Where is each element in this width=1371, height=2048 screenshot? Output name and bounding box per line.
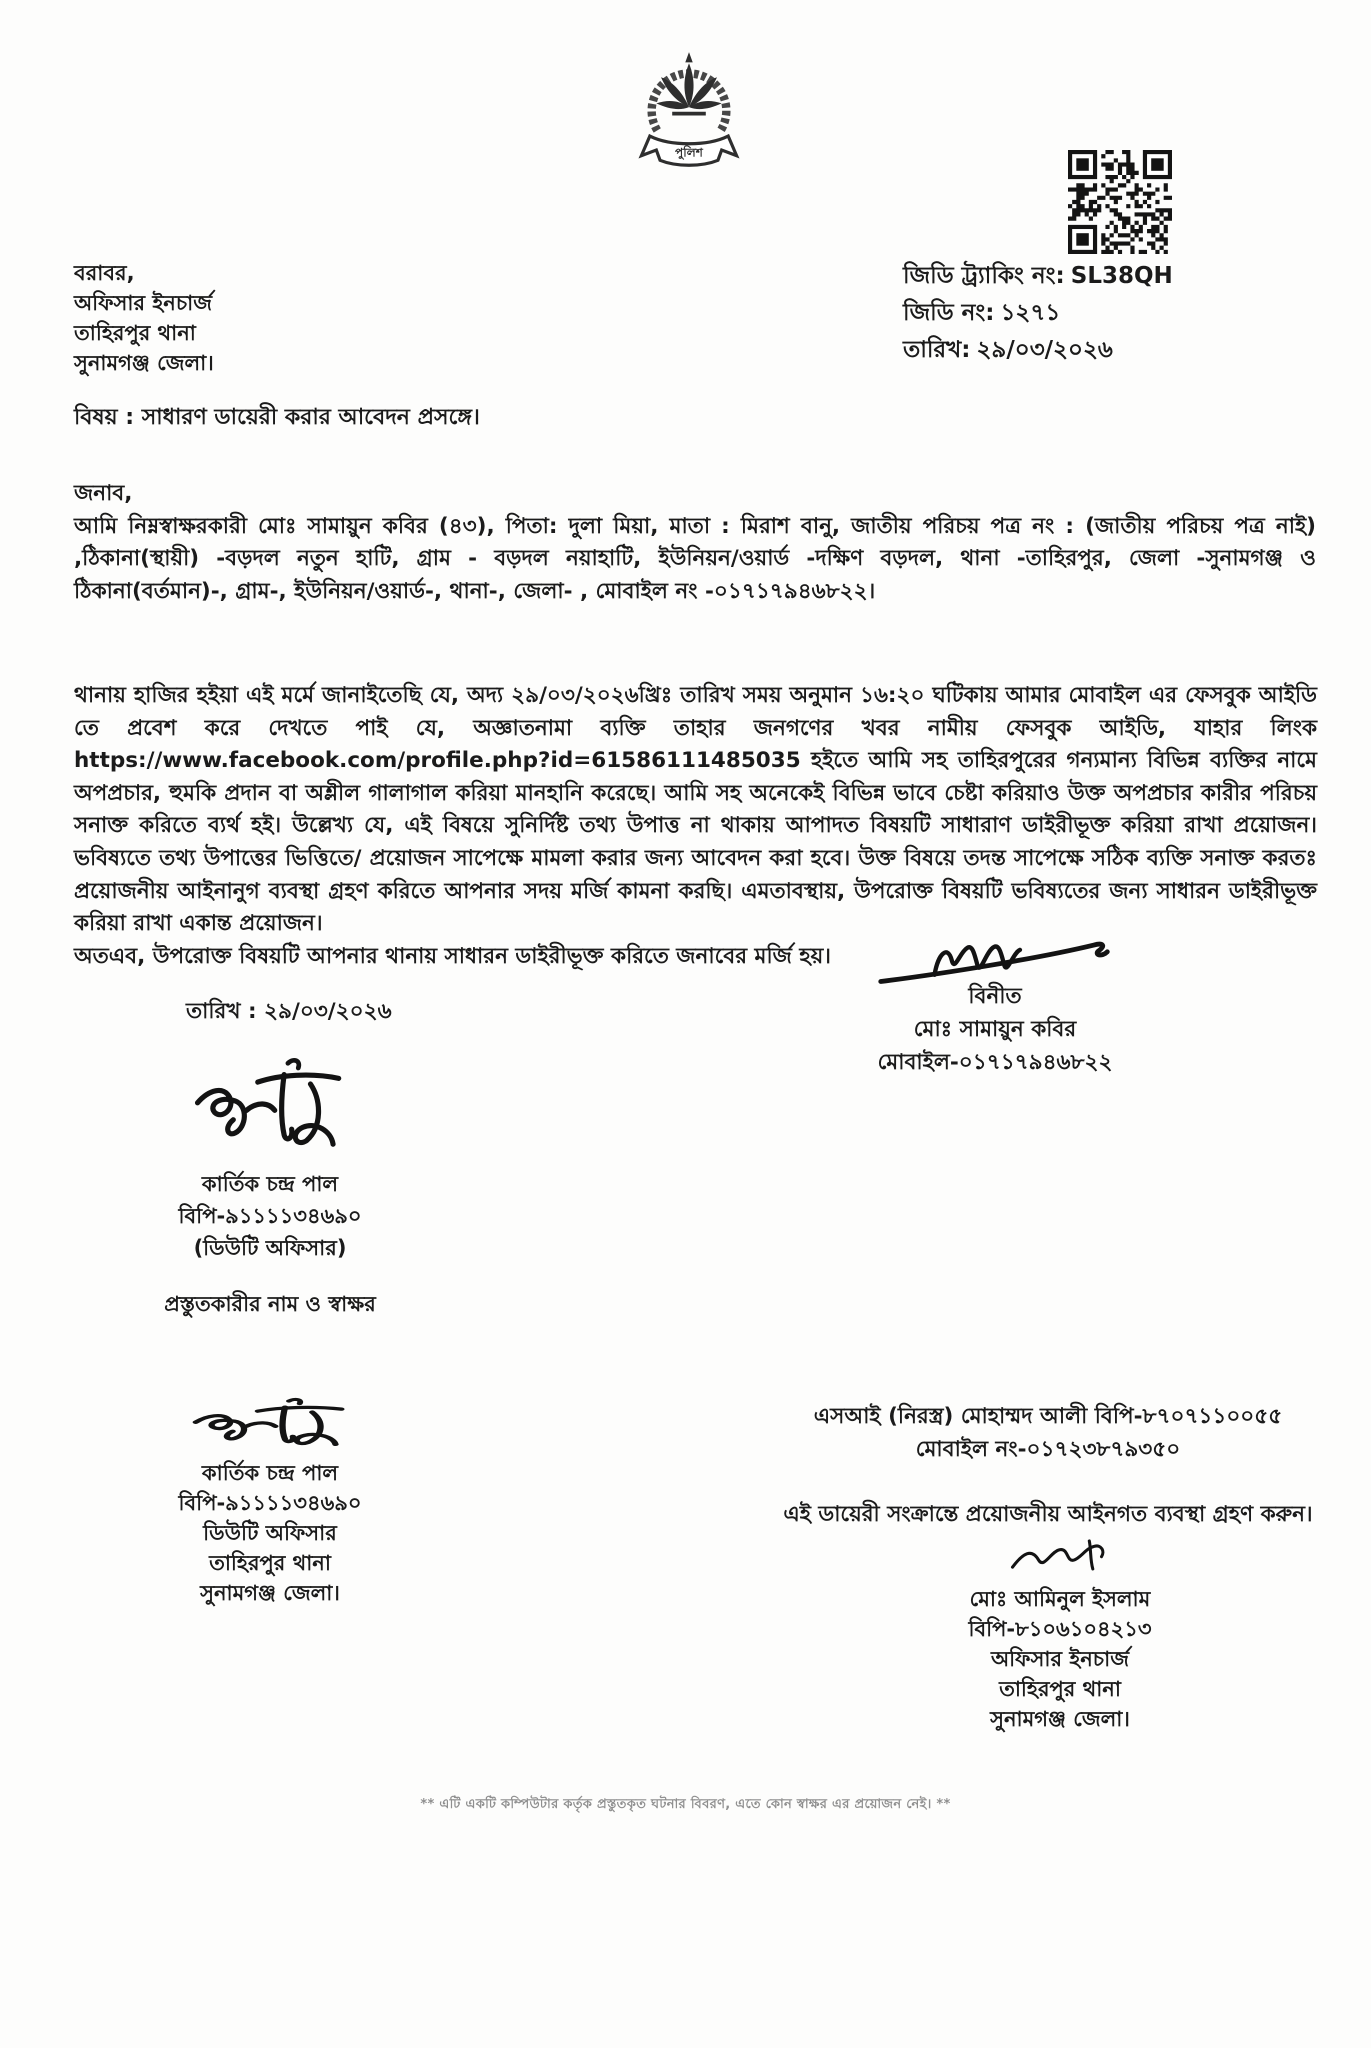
duty-officer-signature-icon [190, 1052, 350, 1164]
preparer-caption: প্রস্তুতকারীর নাম ও স্বাক্ষর [164, 1292, 376, 1316]
duty-officer-signature2-icon [188, 1396, 353, 1454]
intro-salutation: জনাব, [74, 481, 133, 506]
closing-line: অতএব, উপরোক্ত বিষয়টি আপনার থানায় সাধারন ডাইরীভূক্ত করিতে জনাবের মর্জি হয়। [74, 943, 831, 969]
duty-officer2-bp: বিপি-৯১১১১৩৪৬৯০ [178, 1491, 362, 1515]
gd-date-label: তারিখ: [903, 337, 971, 363]
intro-block [74, 478, 1316, 608]
oc-signature-block [918, 1534, 1202, 1734]
qr-code-graphic [1068, 150, 1172, 254]
gd-info-block [903, 258, 1173, 369]
body-paragraph: থানায় হাজির হইয়া এই মর্মে জানাইতেছি যে, অদ্য ২৯/০৩/২০২৬খ্রিঃ তারিখ সময় অনুমান ১৬:২০ ঘটিকায় আমার মোবাইল এর ফেসবুক আইডি তে প্রবেশ করে দেখতে পাই যে, অজ্ঞাতনামা ব্যক্তি তাহার জনগণের খবর নামীয় ফেসবুক আইডি, যাহার লিংক https://www.facebook.com/profile.php?id=61586111485035 হইতে আমি সহ তাহিরপুরের গন্যমান্য বিভিন্ন ব্যক্তির নামে অপপ্রচার, হুমকি প্রদান বা অশ্লীল গালাগাল করিয়া মানহানি করেছে। আমি সহ অনেকেই বিভিন্ন ভাবে চেষ্টা করিয়াও উক্ত অপপ্রচার কারীর পরিচয় সনাক্ত করিতে ব্যর্থ হই। উল্লেখ্য যে, এই বিষয়ে সুনির্দিষ্ট তথ্য উপাত্ত না থাকায় আপাদত বিষয়টি সাধারাণ ডাইরীভূক্ত করিয়া রাখা প্রয়োজন। ভবিষ্যতে তথ্য উপাত্তের ভিত্তিতে/ প্রয়োজন সাপেক্ষে মামলা করার জন্য আবেদন করা হবে। উক্ত বিষয়ে তদন্ত সাপেক্ষে সঠিক ব্যক্তি সনাক্ত করতঃ প্রয়োজনীয় আইনানুগ ব্যবস্থা গ্রহণ করিতে আপনার সদয় মর্জি কামনা করছি। এমতাবস্থায়, উপরোক্ত বিষয়টি ভবিষ্যতের জন্য সাধারন ডাইরীভূক্ত করিয়া রাখা একান্ত প্রয়োজন। [74, 683, 1317, 937]
oc-signature-icon [998, 1534, 1123, 1582]
duty-officer-bp: বিপি-৯১১১১৩৪৬৯০ [178, 1204, 362, 1228]
recipient-salutation: বরাবর, [74, 261, 135, 285]
gd-number-label: জিডি নং: [903, 300, 995, 326]
applicant-name: মোঃ সামায়ুন কবির [913, 1017, 1077, 1042]
intro-paragraph: আমি নিম্নস্বাক্ষরকারী মোঃ সামায়ুন কবির (৪৩), পিতা: দুলা মিয়া, মাতা : মিরাশ বানু, জাতীয় পরিচয় পত্র নং : (জাতীয় পরিচয় পত্র নাই) ,ঠিকানা(স্থায়ী) -বড়দল নতুন হাটি, গ্রাম - বড়দল নয়াহাটি, ইউনিয়ন/ওয়ার্ড -দক্ষিণ বড়দল, থানা -তাহিরপুর, জেলা -সুনামগঞ্জ ও ঠিকানা(বর্তমান)-, গ্রাম-, ইউনিয়ন/ওয়ার্ড-, থানা-, জেলা- , মোবাইল নং -০১৭১৭৯৪৬৮২২। [74, 513, 1316, 604]
recipient-line-district: সুনামগঞ্জ জেলা। [74, 351, 214, 375]
gd-tracking-value: SL38QH [1070, 263, 1173, 289]
recipient-line-designation: অফিসার ইনচার্জ [74, 291, 213, 315]
oc-bp: বিপি-৮১০৬১০৪২১৩ [968, 1617, 1152, 1641]
body-block [74, 680, 1317, 973]
duty-officer-top-block [135, 1052, 405, 1320]
qr-code [1068, 150, 1172, 254]
gd-tracking-line [903, 258, 1173, 295]
duty-officer2-station: তাহিরপুর থানা [209, 1551, 331, 1575]
gd-date-line [903, 332, 1173, 369]
oc-name: মোঃ আমিনুল ইসলাম [969, 1587, 1151, 1611]
applicant-mobile: মোবাইল-০১৭১৭৯৪৬৮২২ [877, 1050, 1113, 1075]
police-emblem-logo [633, 46, 745, 172]
si-mobile-line: মোবাইল নং-০১৭২৩৮৭৯৩৫০ [915, 1437, 1181, 1462]
duty-officer-designation: (ডিউটি অফিসার) [193, 1236, 347, 1260]
duty-officer2-name: কার্তিক চন্দ্র পাল [201, 1461, 339, 1485]
emblem-banner-text: পুলিশ [675, 145, 703, 160]
duty-officer2-designation: ডিউটি অফিসার [203, 1521, 337, 1545]
oc-district: সুনামগঞ্জ জেলা। [990, 1707, 1130, 1731]
si-name-line: এসআই (নিরস্ত্র) মোহাম্মদ আলী বিপি-৮৭০৭১১০০৫৫ [813, 1404, 1283, 1429]
applicant-signature-block [830, 938, 1160, 1079]
duty-officer-bottom-block [135, 1396, 405, 1608]
duty-officer2-district: সুনামগঞ্জ জেলা। [200, 1581, 340, 1605]
gd-number-line [903, 295, 1173, 332]
gd-number-value: ১২৭১ [1000, 300, 1061, 326]
instruction-line: এই ডায়েরী সংক্রান্তে প্রয়োজনীয় আইনগত ব্যবস্থা গ্রহণ করুন। [783, 1502, 1313, 1527]
date-line: তারিখ : ২৯/০৩/২০২৬ [186, 999, 392, 1024]
si-info-block [778, 1400, 1318, 1466]
gd-tracking-label: জিডি ট্র্যাকিং নং: [903, 263, 1065, 289]
oc-designation: অফিসার ইনচার্জ [990, 1647, 1130, 1671]
footer-disclaimer: ** এটি একটি কম্পিউটার কর্তৃক প্রস্তুতকৃত ঘটনার বিবরণ, এতে কোন স্বাক্ষর এর প্রয়োজন নেই। ** [420, 1797, 951, 1812]
police-emblem-graphic [633, 46, 745, 172]
applicant-sign-label: বিনীত [968, 984, 1022, 1009]
recipient-block [74, 258, 214, 378]
oc-station: তাহিরপুর থানা [999, 1677, 1121, 1701]
gd-date-value: ২৯/০৩/২০২৬ [976, 337, 1113, 363]
duty-officer-name: কার্তিক চন্দ্র পাল [201, 1172, 339, 1196]
recipient-line-station: তাহিরপুর থানা [74, 321, 196, 345]
subject-line: বিষয় : সাধারণ ডায়েরী করার আবেদন প্রসঙ্গে। [74, 405, 480, 430]
